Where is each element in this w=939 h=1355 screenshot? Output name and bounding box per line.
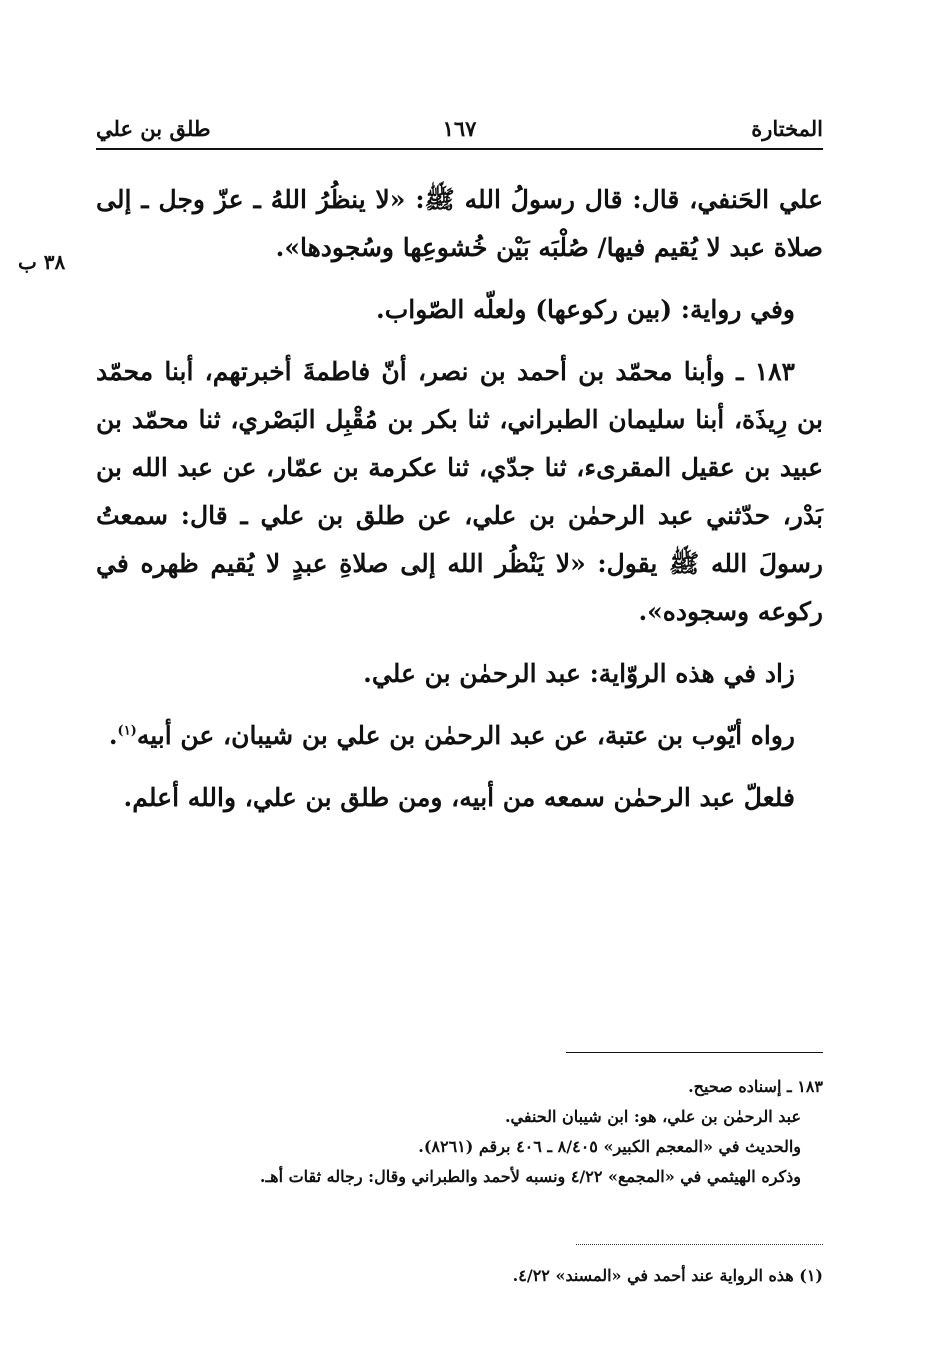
footnote-183-haythami: وذكره الهيثمي في «المجمع» ٤/٢٢ ونسبه لأحمد والطبراني وقال: رجاله ثقات أهـ. <box>259 1167 801 1186</box>
paragraph-hadith-183: ١٨٣ ـ وأبنا محمّد بن أحمد بن نصر، أنّ فاطمةَ أخبرتهم، أبنا محمّد بن رِيذَة، أبنا سليمان الطبراني، ثنا بكر بن مُقْبِل البَصْري، ثنا محمّد بن عبيد بن عقيل المقرىء، ثنا جدّي، ثنا عكرمة بن عمّار، عن عبد الله بن بَدْر، حدّثني عبد الرحمٰن بن علي، عن طلق بن علي ـ قال: سمعتُ رسولَ الله ﷺ يقول: «لا يَنْظُر الله إلى صلاةِ عبدٍ لا يُقيم ظهره في ركوعه وسجوده». <box>96 357 823 626</box>
chapter-title: طلق بن علي <box>96 116 211 141</box>
footnote-dotted-separator <box>576 1244 823 1245</box>
paragraph-riwayah <box>96 712 823 760</box>
footnote-183-narrator: عبد الرحمٰن بن علي، هو: ابن شيبان الحنفي. <box>504 1107 801 1126</box>
footnote-separator <box>566 1052 823 1053</box>
page-header <box>96 112 823 150</box>
footnote-183-source: والحديث في «المعجم الكبير» ٨/٤٠٥ ـ ٤٠٦ برقم (٨٢٦١). <box>418 1137 801 1156</box>
riwayah-end: . <box>108 721 118 750</box>
footnote-183-grade: ١٨٣ ـ إسناده صحيح. <box>688 1077 823 1096</box>
paragraph-hadith-intro: علي الحَنفي، قال: قال رسولُ الله ﷺ: «لا ينظُرُ اللهُ ـ عزّ وجل ـ إلى صلاة عبد لا يُقيم فيها/ صُلْبَه بَيْن خُشوعِها وسُجودها». <box>96 185 823 262</box>
footnote-1: (١) هذه الرواية عند أحمد في «المسند» ٤/٢٢. <box>512 1266 823 1285</box>
paragraph-variant: وفي رواية: (بين ركوعها) ولعلّه الصّواب. <box>376 295 795 324</box>
footnote-marker[interactable]: (١) <box>117 723 137 739</box>
book-title: المختارة <box>751 116 823 141</box>
main-text <box>96 176 823 836</box>
manuscript-folio-note: ٣٨ ب <box>18 250 66 274</box>
footnotes-section <box>96 1072 823 1192</box>
paragraph-addition: زاد في هذه الروّاية: عبد الرحمٰن بن علي. <box>363 659 795 688</box>
page-number: ١٦٧ <box>442 116 477 141</box>
paragraph-conclusion: فلعلّ عبد الرحمٰن سمعه من أبيه، ومن طلق بن علي، والله أعلم. <box>123 783 795 812</box>
riwayah-text: رواه أيّوب بن عتبة، عن عبد الرحمٰن بن علي بن شيبان، عن أبيه <box>136 721 795 750</box>
